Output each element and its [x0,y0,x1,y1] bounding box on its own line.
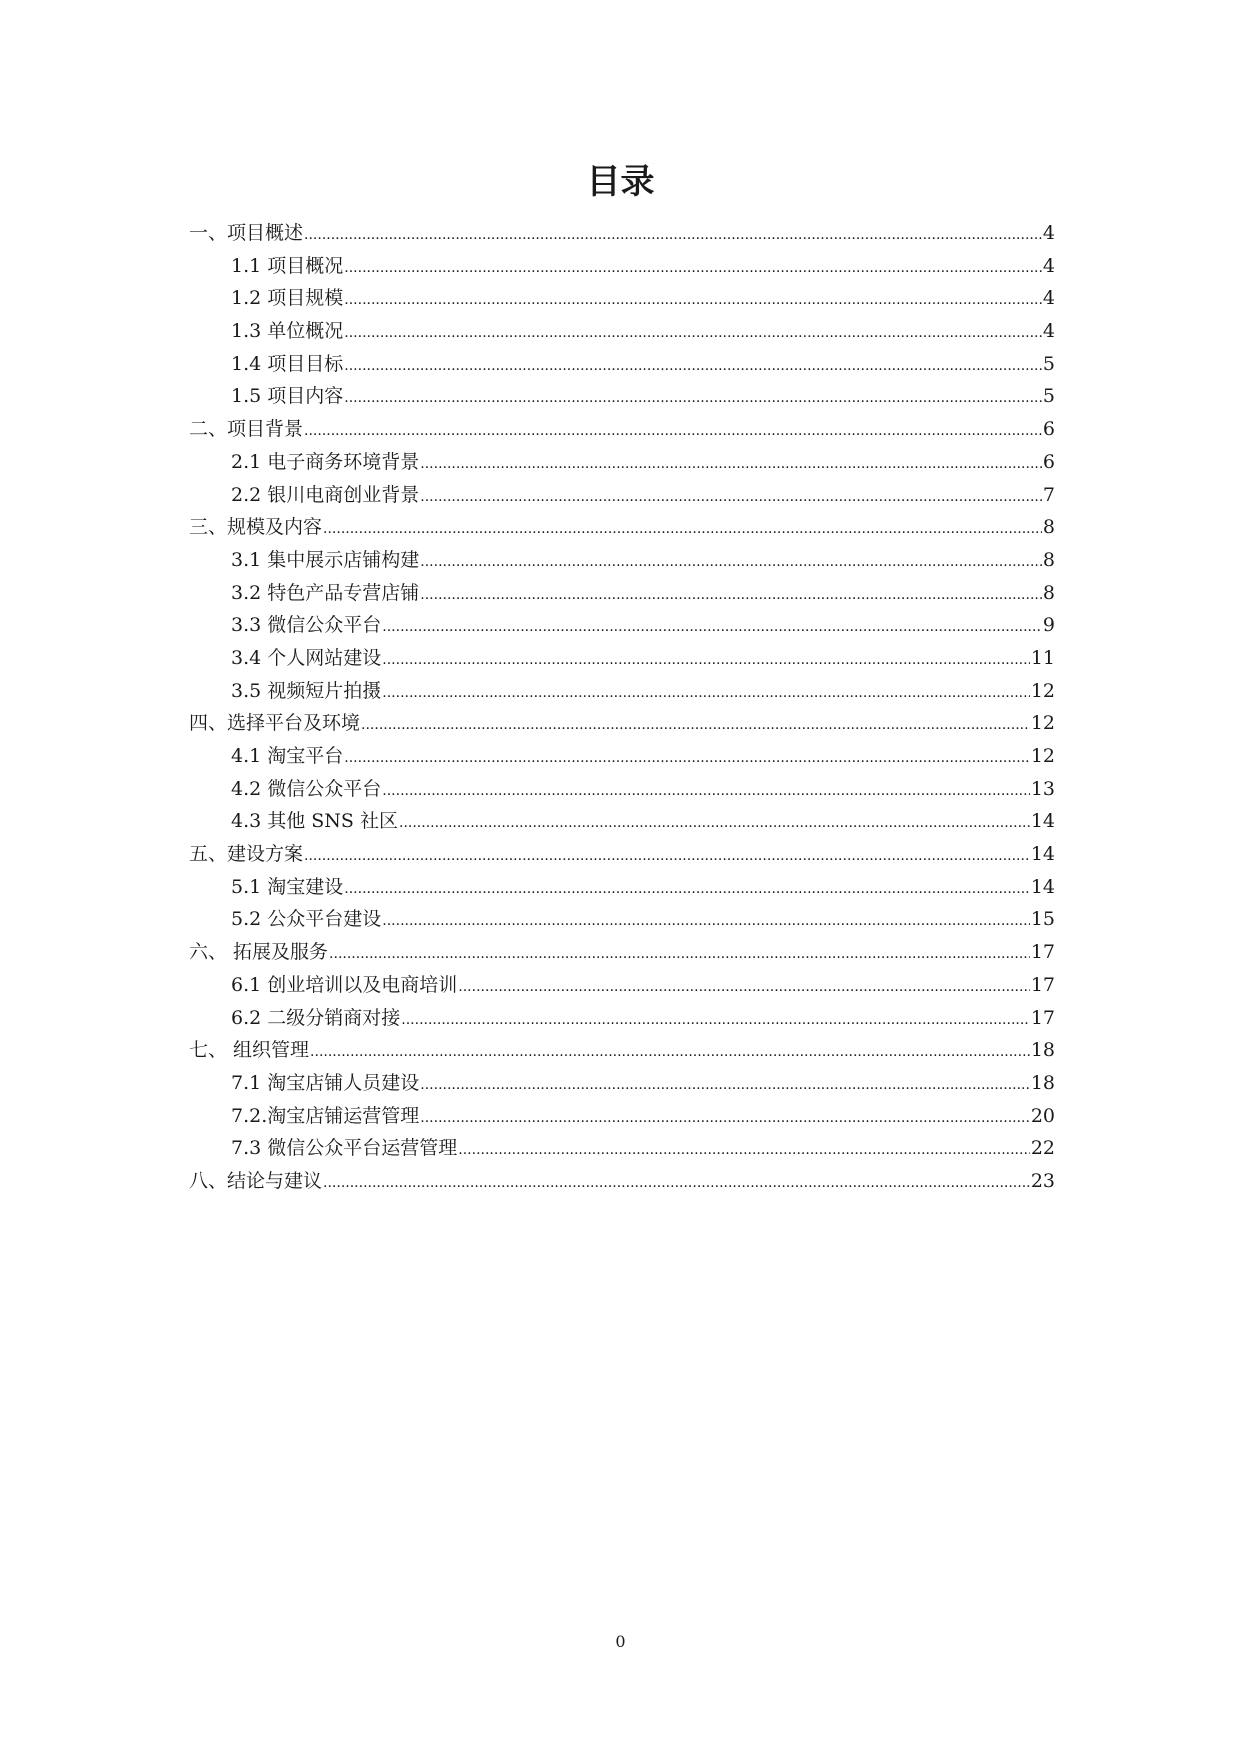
toc-entry-page: 17 [1030,1006,1055,1029]
toc-dot-leader [304,217,1042,252]
toc-entry-page: 14 [1030,810,1055,833]
toc-section-entry[interactable] [189,1002,1055,1035]
toc-chapter-entry[interactable] [189,413,1055,446]
toc-entry-label: 6.1 创业培训以及电商培训 [231,973,458,996]
toc-section-entry[interactable] [189,871,1055,904]
toc-section-entry[interactable] [189,250,1055,283]
toc-dot-leader [420,1067,1030,1102]
toc-dot-leader [344,348,1042,383]
toc-entry-label: 5.1 淘宝建设 [231,875,344,898]
toc-entry-page: 4 [1042,254,1055,277]
toc-chapter-entry[interactable] [189,1165,1055,1198]
toc-dot-leader [420,446,1042,481]
toc-entry-page: 5 [1042,385,1055,408]
toc-section-entry[interactable] [189,642,1055,675]
toc-entry-label: 7.2.淘宝店铺运营管理 [231,1104,420,1127]
toc-chapter-entry[interactable] [189,936,1055,969]
toc-section-entry[interactable] [189,380,1055,413]
toc-entry-page: 6 [1042,450,1055,473]
toc-dot-leader [304,838,1030,873]
toc-dot-leader [382,773,1030,808]
toc-section-entry[interactable] [189,1100,1055,1133]
toc-entry-label: 1.4 项目目标 [231,352,344,375]
toc-dot-leader [310,1034,1030,1069]
toc-entry-page: 5 [1042,352,1055,375]
toc-entry-label: 3.4 个人网站建设 [231,646,382,669]
toc-entry-page: 15 [1030,908,1055,931]
toc-entry-page: 12 [1030,679,1055,702]
toc-entry-label: 四、选择平台及环境 [189,712,361,735]
toc-entry-page: 4 [1042,320,1055,343]
toc-dot-leader [420,577,1042,612]
toc-chapter-entry[interactable] [189,217,1055,250]
toc-entry-label: 一、项目概述 [189,222,304,244]
toc-dot-leader [420,479,1042,514]
toc-entry-page: 12 [1030,745,1055,767]
toc-entry-label: 七、 组织管理 [189,1039,310,1062]
toc-dot-leader [344,740,1030,775]
toc-entry-label: 3.3 微信公众平台 [231,614,382,637]
toc-chapter-entry[interactable] [189,511,1055,544]
toc-entry-label: 5.2 公众平台建设 [231,908,382,931]
toc-section-entry[interactable] [189,479,1055,512]
toc-section-entry[interactable] [189,282,1055,315]
toc-section-entry[interactable] [189,805,1055,838]
toc-section-entry[interactable] [189,1132,1055,1165]
toc-entry-label: 4.3 其他 SNS 社区 [231,810,398,833]
toc-entry-page: 13 [1030,777,1055,800]
toc-dot-leader [344,871,1030,906]
page-title: 目录 [586,162,655,202]
toc-dot-leader [344,250,1042,285]
toc-entry-page: 8 [1042,516,1055,539]
toc-section-entry[interactable] [189,740,1055,773]
toc-entry-label: 4.2 微信公众平台 [231,777,382,800]
toc-entry-label: 1.2 项目规模 [231,287,344,310]
toc-entry-label: 1.3 单位概况 [231,320,344,343]
toc-dot-leader [382,675,1030,710]
toc-entry-page: 17 [1030,941,1055,964]
toc-dot-leader [382,903,1030,938]
toc-dot-leader [458,1132,1030,1167]
toc-entry-page: 22 [1030,1137,1055,1160]
toc-entry-label: 三、规模及内容 [189,516,323,539]
toc-entry-page: 12 [1030,712,1055,735]
toc-entry-label: 7.1 淘宝店铺人员建设 [231,1071,420,1094]
toc-entry-page: 7 [1042,483,1055,506]
toc-entry-page: 4 [1042,287,1055,310]
toc-section-entry[interactable] [189,577,1055,610]
toc-entry-label: 7.3 微信公众平台运营管理 [231,1137,458,1160]
toc-section-entry[interactable] [189,675,1055,708]
toc-entry-label: 1.1 项目概况 [231,254,344,277]
toc-section-entry[interactable] [189,969,1055,1002]
page-number: 0 [615,1632,626,1651]
toc-dot-leader [361,707,1030,742]
toc-dot-leader [329,936,1030,971]
toc-entry-page: 14 [1030,843,1055,866]
table-of-contents [189,217,1055,1198]
toc-section-entry[interactable] [189,544,1055,577]
toc-section-entry[interactable] [189,1067,1055,1100]
toc-entry-page: 6 [1042,418,1055,441]
toc-dot-leader [382,642,1030,677]
toc-entry-label: 3.2 特色产品专营店铺 [231,581,420,604]
toc-dot-leader [420,544,1042,579]
toc-dot-leader [344,282,1042,317]
toc-entry-label: 3.1 集中展示店铺构建 [231,548,420,571]
toc-section-entry[interactable] [189,315,1055,348]
toc-entry-page: 11 [1030,646,1055,669]
toc-chapter-entry[interactable] [189,707,1055,740]
toc-entry-label: 3.5 视频短片拍摄 [231,679,382,702]
toc-dot-leader [323,1165,1030,1200]
toc-entry-page: 18 [1030,1039,1055,1062]
toc-entry-label: 二、项目背景 [189,418,304,441]
toc-entry-label: 6.2 二级分销商对接 [231,1006,401,1029]
toc-entry-page: 14 [1030,875,1055,898]
toc-section-entry[interactable] [189,903,1055,936]
toc-section-entry[interactable] [189,773,1055,806]
toc-dot-leader [323,511,1042,546]
toc-dot-leader [344,315,1042,350]
toc-section-entry[interactable] [189,446,1055,479]
toc-entry-page: 17 [1030,973,1055,996]
toc-entry-page: 4 [1042,222,1055,244]
toc-chapter-entry[interactable] [189,838,1055,871]
toc-entry-label: 八、结论与建议 [189,1169,323,1192]
toc-dot-leader [420,1100,1030,1135]
toc-dot-leader [458,969,1030,1004]
toc-entry-label: 4.1 淘宝平台 [231,745,344,767]
toc-entry-page: 8 [1042,581,1055,604]
toc-entry-label: 1.5 项目内容 [231,385,344,408]
toc-entry-page: 9 [1042,614,1055,637]
toc-section-entry[interactable] [189,348,1055,381]
toc-chapter-entry[interactable] [189,1034,1055,1067]
toc-entry-label: 2.2 银川电商创业背景 [231,483,420,506]
toc-entry-page: 23 [1030,1169,1055,1192]
toc-entry-label: 五、建设方案 [189,843,304,866]
toc-entry-page: 20 [1030,1104,1055,1127]
toc-dot-leader [304,413,1042,448]
toc-entry-page: 18 [1030,1071,1055,1094]
toc-entry-page: 8 [1042,548,1055,571]
toc-dot-leader [399,805,1030,840]
toc-dot-leader [382,609,1042,644]
toc-dot-leader [344,380,1042,415]
toc-section-entry[interactable] [189,609,1055,642]
toc-entry-label: 六、 拓展及服务 [189,941,329,964]
toc-entry-label: 2.1 电子商务环境背景 [231,450,420,473]
toc-dot-leader [401,1002,1030,1037]
